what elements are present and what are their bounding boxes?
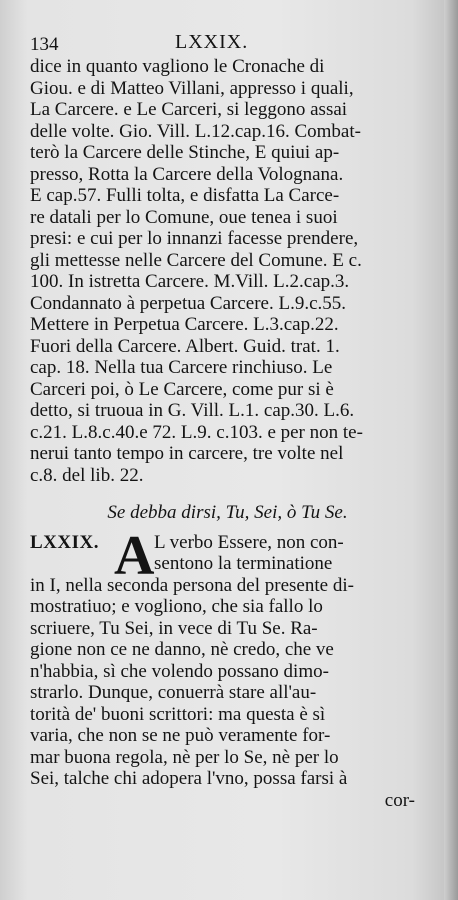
running-head: LXXIX. [175, 31, 249, 53]
text-line: scriuere, Tu Sei, in vece di Tu Se. Ra- [30, 617, 318, 639]
text-line: Giou. e di Matteo Villani, appresso i quali, [30, 77, 354, 99]
page-header [30, 31, 415, 56]
text-line: detto, si truoua in G. Vill. L.1. cap.30. L.6. [30, 400, 355, 421]
text-line: cap. 18. Nella tua Carcere rinchiuso. Le [30, 357, 333, 378]
text-line: in I, nella seconda persona del presente di- [30, 574, 354, 596]
catchword: cor- [384, 789, 415, 811]
text-line: torità de' buoni scrittori: ma questa è sì [30, 703, 326, 725]
text-line: 100. In istretta Carcere. M.Vill. L.2.cap.3. [30, 271, 350, 292]
text-line: gione non ce ne danno, nè credo, che ve [30, 639, 334, 660]
text-line: Carceri poi, ò Le Carcere, come pur si è [30, 378, 334, 400]
text-line: varia, che non se ne può veramente for- [30, 725, 331, 746]
section-lxxix [30, 524, 415, 812]
text-line: c.8. del lib. 22. [30, 464, 144, 486]
text-line: delle volte. Gio. Vill. L.12.cap.16. Combat- [30, 120, 361, 142]
spacer [30, 486, 415, 502]
text-line: La Carcere. e Le Carceri, si leggono assai [30, 99, 348, 120]
text-line: presi: e cui per lo innanzi facesse prendere, [30, 228, 359, 249]
text-line: n'habbia, sì che volendo possano dimo- [30, 660, 329, 682]
text-line: nerui tanto tempo in carcere, tre volte nel [30, 443, 344, 464]
text-line: Condannato à perpetua Carcere. L.9.c.55. [30, 292, 347, 314]
section-number: LXXIX. [30, 531, 99, 553]
page-number: 134 [30, 34, 59, 55]
text-line: dice in quanto vagliono le Cronache di [30, 56, 325, 77]
text-line: c.21. L.8.c.40.e 72. L.9. c.103. e per non te- [30, 421, 363, 443]
text-line: re datali per lo Comune, oue tenea i suoi [30, 206, 338, 228]
body-text [30, 56, 415, 486]
text-line: mar buona regola, nè per lo Se, nè per lo [30, 746, 339, 768]
text-line: sentono la terminatione [154, 553, 333, 574]
text-line: presso, Rotta la Carcere della Volognana. [30, 163, 344, 185]
text-line: Fuori della Carcere. Albert. Guid. trat. 1. [30, 335, 340, 357]
text-line: strarlo. Dunque, conuerrà stare all'au- [30, 682, 317, 703]
text-line: L verbo Essere, non con- [154, 531, 344, 553]
page-content [30, 31, 415, 811]
text-line: terò la Carcere delle Stinche, E quiui ap- [30, 142, 340, 163]
text-line: Sei, talche chi adopera l'vno, possa farsi à [30, 768, 348, 789]
text-line: E cap.57. Fulli tolta, e disfatta La Carce- [30, 185, 340, 206]
text-line: Mettere in Perpetua Carcere. L.3.cap.22. [30, 314, 339, 335]
drop-cap: A [114, 524, 155, 587]
text-line: gli mettesse nelle Carcere del Comune. E c. [30, 249, 362, 271]
section-title: Se debba dirsi, Tu, Sei, ò Tu Se. [107, 502, 348, 523]
text-line: mostratiuo; e vogliono, che sia fallo lo [30, 596, 323, 617]
page-edge-shadow [444, 0, 458, 900]
